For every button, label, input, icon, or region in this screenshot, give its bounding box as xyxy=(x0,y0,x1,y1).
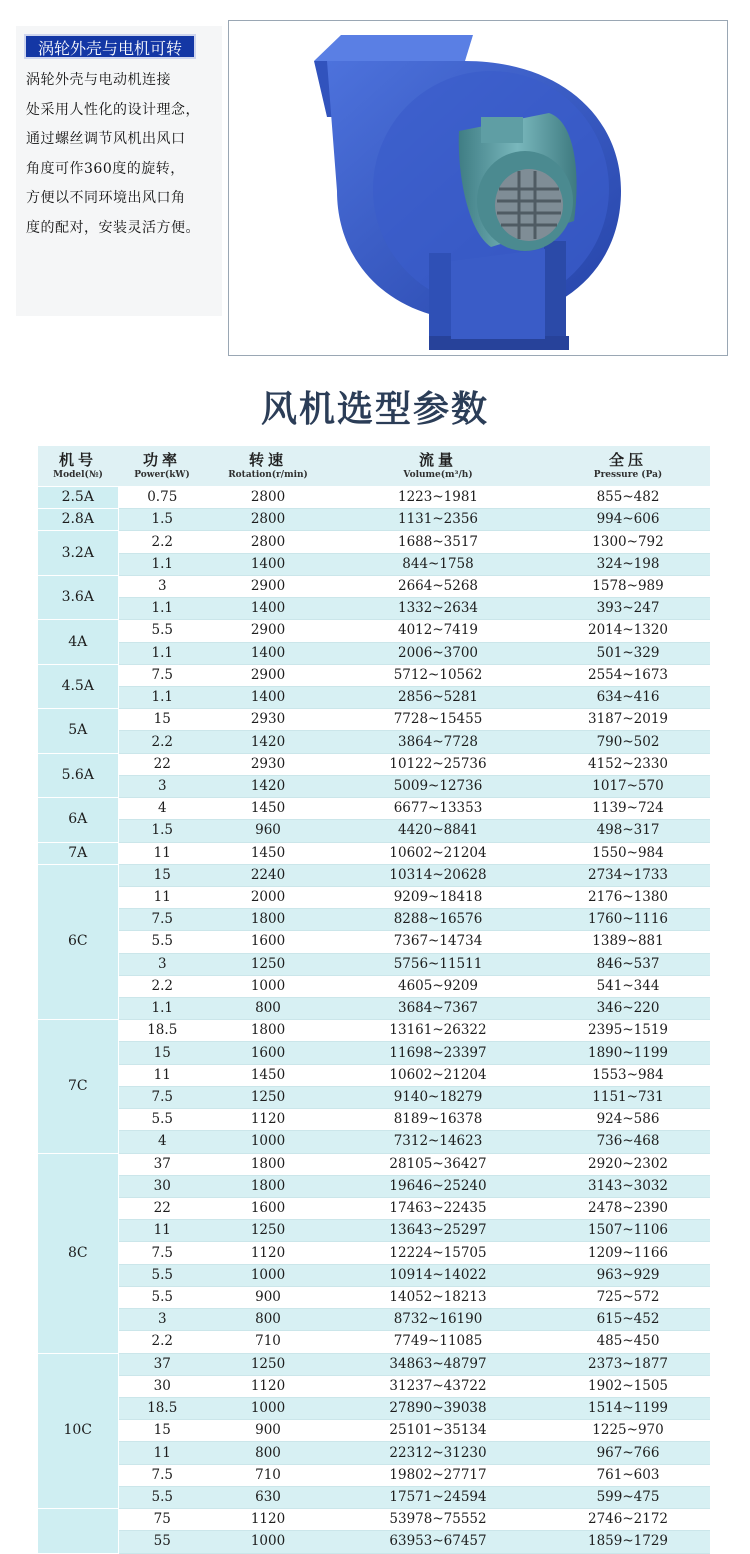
cell-power: 15 xyxy=(118,1042,206,1064)
table-row xyxy=(38,1397,710,1419)
cell-pressure: 2554~1673 xyxy=(546,664,710,686)
cell-model: 4.5A xyxy=(38,664,118,708)
cell-pressure: 725~572 xyxy=(546,1286,710,1308)
cell-pressure: 846~537 xyxy=(546,953,710,975)
cell-rotation: 800 xyxy=(206,1309,330,1331)
cell-volume: 7367~14734 xyxy=(330,931,546,953)
column-header-power xyxy=(118,446,206,487)
cell-volume: 10602~21204 xyxy=(330,1064,546,1086)
feature-description xyxy=(26,66,226,243)
cell-power: 55 xyxy=(118,1531,206,1553)
cell-pressure: 2746~2172 xyxy=(546,1509,710,1531)
cell-model: 4A xyxy=(38,620,118,664)
cell-power: 15 xyxy=(118,709,206,731)
cell-rotation: 2800 xyxy=(206,509,330,531)
table-row xyxy=(38,1464,710,1486)
cell-pressure: 498~317 xyxy=(546,820,710,842)
table-row xyxy=(38,1442,710,1464)
column-header-zh: 功率 xyxy=(142,451,181,469)
cell-volume: 4420~8841 xyxy=(330,820,546,842)
page-title: 风机选型参数 xyxy=(260,389,489,430)
cell-rotation: 2800 xyxy=(206,487,330,509)
table-row xyxy=(38,553,710,575)
cell-volume: 4605~9209 xyxy=(330,975,546,997)
cell-rotation: 900 xyxy=(206,1286,330,1308)
cell-power: 7.5 xyxy=(118,1242,206,1264)
cell-volume: 1688~3517 xyxy=(330,531,546,553)
cell-volume: 27890~39038 xyxy=(330,1397,546,1419)
cell-volume: 28105~36427 xyxy=(330,1153,546,1175)
cell-rotation: 1800 xyxy=(206,1175,330,1197)
table-row xyxy=(38,1086,710,1108)
cell-pressure: 967~766 xyxy=(546,1442,710,1464)
cell-power: 30 xyxy=(118,1175,206,1197)
cell-model: 10C xyxy=(38,1353,118,1509)
cell-pressure: 541~344 xyxy=(546,975,710,997)
cell-power: 2.2 xyxy=(118,1331,206,1353)
cell-volume: 3684~7367 xyxy=(330,998,546,1020)
cell-volume: 10122~25736 xyxy=(330,753,546,775)
table-row xyxy=(38,1375,710,1397)
cell-power: 1.1 xyxy=(118,598,206,620)
table-row xyxy=(38,1531,710,1553)
cell-power: 5.5 xyxy=(118,1109,206,1131)
cell-volume: 6677~13353 xyxy=(330,798,546,820)
table-row xyxy=(38,820,710,842)
cell-volume: 17463~22435 xyxy=(330,1198,546,1220)
feature-description-line: 处采用人性化的设计理念， xyxy=(26,101,200,118)
cell-volume: 63953~67457 xyxy=(330,1531,546,1553)
table-row xyxy=(38,1064,710,1086)
table-row xyxy=(38,1286,710,1308)
cell-pressure: 2176~1380 xyxy=(546,886,710,908)
column-header-en: Volume(m³/h) xyxy=(403,470,473,480)
cell-power: 1.1 xyxy=(118,686,206,708)
table-row xyxy=(38,1198,710,1220)
table-row xyxy=(38,664,710,686)
cell-pressure: 1389~881 xyxy=(546,931,710,953)
cell-volume: 10314~20628 xyxy=(330,864,546,886)
cell-volume: 2006~3700 xyxy=(330,642,546,664)
column-header-en: Power(kW) xyxy=(134,470,190,480)
fan-outlet xyxy=(314,35,473,61)
table-row xyxy=(38,1486,710,1508)
cell-pressure: 855~482 xyxy=(546,487,710,509)
column-header-volume xyxy=(330,446,546,487)
cell-power: 2.2 xyxy=(118,731,206,753)
table-row xyxy=(38,709,710,731)
cell-pressure: 1890~1199 xyxy=(546,1042,710,1064)
fan-stand-panel xyxy=(451,249,545,339)
table-row xyxy=(38,1309,710,1331)
cell-volume: 844~1758 xyxy=(330,553,546,575)
cell-volume: 1131~2356 xyxy=(330,509,546,531)
cell-rotation: 2000 xyxy=(206,886,330,908)
cell-rotation: 1250 xyxy=(206,1086,330,1108)
cell-power: 7.5 xyxy=(118,1086,206,1108)
cell-pressure: 2373~1877 xyxy=(546,1353,710,1375)
cell-rotation: 2900 xyxy=(206,575,330,597)
table-row xyxy=(38,620,710,642)
cell-rotation: 1450 xyxy=(206,842,330,864)
cell-pressure: 1300~792 xyxy=(546,531,710,553)
table-row xyxy=(38,886,710,908)
product-banner xyxy=(0,0,750,380)
cell-rotation: 1400 xyxy=(206,553,330,575)
cell-rotation: 1800 xyxy=(206,1153,330,1175)
table-row xyxy=(38,864,710,886)
cell-rotation: 1000 xyxy=(206,1397,330,1419)
cell-power: 15 xyxy=(118,1420,206,1442)
feature-description-line: 涡轮外壳与电动机连接 xyxy=(26,72,171,88)
cell-power: 18.5 xyxy=(118,1020,206,1042)
cell-volume: 3864~7728 xyxy=(330,731,546,753)
cell-pressure: 485~450 xyxy=(546,1331,710,1353)
cell-power: 1.5 xyxy=(118,509,206,531)
cell-rotation: 710 xyxy=(206,1331,330,1353)
cell-power: 2.2 xyxy=(118,975,206,997)
cell-volume: 2856~5281 xyxy=(330,686,546,708)
column-header-en: Model(№) xyxy=(53,470,103,480)
cell-rotation: 1120 xyxy=(206,1509,330,1531)
cell-power: 4 xyxy=(118,798,206,820)
cell-power: 1.1 xyxy=(118,998,206,1020)
cell-pressure: 761~603 xyxy=(546,1464,710,1486)
cell-model: 3.2A xyxy=(38,531,118,575)
table-row xyxy=(38,531,710,553)
product-photo xyxy=(228,20,728,356)
cell-power: 30 xyxy=(118,1375,206,1397)
table-row xyxy=(38,1264,710,1286)
cell-power: 5.5 xyxy=(118,620,206,642)
cell-volume: 13643~25297 xyxy=(330,1220,546,1242)
cell-rotation: 1120 xyxy=(206,1375,330,1397)
cell-rotation: 1400 xyxy=(206,642,330,664)
column-header-zh: 机号 xyxy=(58,451,97,469)
cell-rotation: 2800 xyxy=(206,531,330,553)
cell-power: 5.5 xyxy=(118,1486,206,1508)
column-header-zh: 流量 xyxy=(418,451,457,469)
cell-volume: 53978~75552 xyxy=(330,1509,546,1531)
table-row xyxy=(38,953,710,975)
cell-rotation: 1450 xyxy=(206,1064,330,1086)
cell-pressure: 1578~989 xyxy=(546,575,710,597)
centrifugal-fan-illustration xyxy=(229,21,727,355)
table-header-row xyxy=(38,446,710,487)
cell-pressure: 1859~1729 xyxy=(546,1531,710,1553)
cell-rotation: 1250 xyxy=(206,1220,330,1242)
table-row xyxy=(38,1153,710,1175)
cell-pressure: 1017~570 xyxy=(546,775,710,797)
column-header-rotation xyxy=(206,446,330,487)
column-header-model xyxy=(38,446,118,487)
cell-model: 5A xyxy=(38,709,118,753)
cell-volume: 1223~1981 xyxy=(330,487,546,509)
column-header-en: Rotation(r/min) xyxy=(228,470,308,480)
cell-volume: 19802~27717 xyxy=(330,1464,546,1486)
cell-pressure: 1760~1116 xyxy=(546,909,710,931)
cell-model xyxy=(38,1509,118,1553)
feature-description-line: 度的配对，安装灵活方便。 xyxy=(26,219,200,236)
cell-pressure: 1550~984 xyxy=(546,842,710,864)
cell-power: 3 xyxy=(118,1309,206,1331)
cell-pressure: 2014~1320 xyxy=(546,620,710,642)
cell-model: 6C xyxy=(38,864,118,1020)
table-row xyxy=(38,1420,710,1442)
cell-pressure: 994~606 xyxy=(546,509,710,531)
cell-model: 3.6A xyxy=(38,575,118,619)
cell-rotation: 1000 xyxy=(206,975,330,997)
cell-pressure: 736~468 xyxy=(546,1131,710,1153)
cell-pressure: 1209~1166 xyxy=(546,1242,710,1264)
cell-pressure: 3143~3032 xyxy=(546,1175,710,1197)
table-row xyxy=(38,798,710,820)
cell-power: 11 xyxy=(118,886,206,908)
cell-volume: 8189~16378 xyxy=(330,1109,546,1131)
cell-rotation: 1450 xyxy=(206,798,330,820)
fan-stand-left xyxy=(429,253,451,349)
cell-volume: 1332~2634 xyxy=(330,598,546,620)
cell-pressure: 1225~970 xyxy=(546,1420,710,1442)
table-row xyxy=(38,1220,710,1242)
cell-rotation: 1800 xyxy=(206,909,330,931)
cell-pressure: 1553~984 xyxy=(546,1064,710,1086)
cell-rotation: 1120 xyxy=(206,1109,330,1131)
cell-rotation: 1250 xyxy=(206,1353,330,1375)
cell-power: 11 xyxy=(118,1442,206,1464)
cell-pressure: 1507~1106 xyxy=(546,1220,710,1242)
table-row xyxy=(38,1020,710,1042)
cell-rotation: 2900 xyxy=(206,620,330,642)
cell-pressure: 393~247 xyxy=(546,598,710,620)
cell-pressure: 1139~724 xyxy=(546,798,710,820)
cell-power: 18.5 xyxy=(118,1397,206,1419)
cell-pressure: 2395~1519 xyxy=(546,1020,710,1042)
table-row xyxy=(38,509,710,531)
cell-pressure: 1902~1505 xyxy=(546,1375,710,1397)
cell-model: 5.6A xyxy=(38,753,118,797)
cell-pressure: 2734~1733 xyxy=(546,864,710,886)
cell-rotation: 1400 xyxy=(206,598,330,620)
cell-volume: 13161~26322 xyxy=(330,1020,546,1042)
cell-pressure: 1514~1199 xyxy=(546,1397,710,1419)
cell-pressure: 3187~2019 xyxy=(546,709,710,731)
cell-rotation: 1000 xyxy=(206,1264,330,1286)
table-row xyxy=(38,642,710,664)
cell-volume: 11698~23397 xyxy=(330,1042,546,1064)
cell-rotation: 900 xyxy=(206,1420,330,1442)
cell-pressure: 924~586 xyxy=(546,1109,710,1131)
table-row xyxy=(38,1353,710,1375)
motor-terminal-box xyxy=(481,117,523,143)
table-row xyxy=(38,1131,710,1153)
cell-power: 7.5 xyxy=(118,664,206,686)
cell-volume: 22312~31230 xyxy=(330,1442,546,1464)
table-row xyxy=(38,731,710,753)
table-row xyxy=(38,1509,710,1531)
cell-pressure: 615~452 xyxy=(546,1309,710,1331)
cell-volume: 34863~48797 xyxy=(330,1353,546,1375)
table-row xyxy=(38,487,710,509)
cell-power: 11 xyxy=(118,842,206,864)
table-row xyxy=(38,998,710,1020)
cell-power: 37 xyxy=(118,1353,206,1375)
cell-model: 2.8A xyxy=(38,509,118,531)
table-row xyxy=(38,575,710,597)
cell-volume: 5756~11511 xyxy=(330,953,546,975)
cell-volume: 5712~10562 xyxy=(330,664,546,686)
cell-power: 7.5 xyxy=(118,909,206,931)
motor-fan-grille xyxy=(495,169,563,241)
cell-volume: 8732~16190 xyxy=(330,1309,546,1331)
cell-rotation: 1000 xyxy=(206,1531,330,1553)
table-row xyxy=(38,1242,710,1264)
cell-rotation: 1420 xyxy=(206,731,330,753)
cell-volume: 14052~18213 xyxy=(330,1286,546,1308)
cell-model: 7C xyxy=(38,1020,118,1153)
table-row xyxy=(38,975,710,997)
cell-pressure: 501~329 xyxy=(546,642,710,664)
cell-power: 15 xyxy=(118,864,206,886)
cell-volume: 31237~43722 xyxy=(330,1375,546,1397)
cell-power: 2.2 xyxy=(118,531,206,553)
cell-volume: 7749~11085 xyxy=(330,1331,546,1353)
cell-volume: 7728~15455 xyxy=(330,709,546,731)
cell-model: 7A xyxy=(38,842,118,864)
cell-pressure: 963~929 xyxy=(546,1264,710,1286)
column-header-zh: 全压 xyxy=(608,451,647,469)
cell-power: 37 xyxy=(118,1153,206,1175)
cell-volume: 4012~7419 xyxy=(330,620,546,642)
feature-badge: 涡轮外壳与电机可转 xyxy=(24,34,196,59)
cell-rotation: 1400 xyxy=(206,686,330,708)
cell-volume: 10602~21204 xyxy=(330,842,546,864)
cell-pressure: 790~502 xyxy=(546,731,710,753)
table-body xyxy=(38,487,710,1554)
cell-pressure: 2920~2302 xyxy=(546,1153,710,1175)
cell-pressure: 4152~2330 xyxy=(546,753,710,775)
cell-rotation: 710 xyxy=(206,1464,330,1486)
cell-pressure: 1151~731 xyxy=(546,1086,710,1108)
cell-volume: 7312~14623 xyxy=(330,1131,546,1153)
cell-power: 7.5 xyxy=(118,1464,206,1486)
cell-rotation: 2930 xyxy=(206,753,330,775)
cell-pressure: 599~475 xyxy=(546,1486,710,1508)
cell-rotation: 2240 xyxy=(206,864,330,886)
table-row xyxy=(38,753,710,775)
cell-model: 6A xyxy=(38,798,118,842)
cell-power: 3 xyxy=(118,953,206,975)
cell-pressure: 324~198 xyxy=(546,553,710,575)
table-row xyxy=(38,1109,710,1131)
cell-power: 4 xyxy=(118,1131,206,1153)
cell-rotation: 800 xyxy=(206,998,330,1020)
fan-parameter-table xyxy=(38,446,712,1550)
cell-power: 1.5 xyxy=(118,820,206,842)
cell-rotation: 1600 xyxy=(206,931,330,953)
column-header-en: Pressure (Pa) xyxy=(593,470,663,480)
cell-power: 11 xyxy=(118,1064,206,1086)
cell-volume: 9209~18418 xyxy=(330,886,546,908)
table-row xyxy=(38,775,710,797)
cell-pressure: 346~220 xyxy=(546,998,710,1020)
feature-description-line: 方便以不同环境出风口角 xyxy=(26,190,186,206)
cell-power: 11 xyxy=(118,1220,206,1242)
cell-rotation: 1600 xyxy=(206,1042,330,1064)
cell-power: 75 xyxy=(118,1509,206,1531)
table-row xyxy=(38,1042,710,1064)
cell-rotation: 1250 xyxy=(206,953,330,975)
cell-rotation: 1800 xyxy=(206,1020,330,1042)
table-row xyxy=(38,1331,710,1353)
cell-pressure: 2478~2390 xyxy=(546,1198,710,1220)
cell-rotation: 630 xyxy=(206,1486,330,1508)
cell-power: 5.5 xyxy=(118,931,206,953)
table-row xyxy=(38,686,710,708)
cell-volume: 19646~25240 xyxy=(330,1175,546,1197)
column-header-pressure xyxy=(546,446,710,487)
table-row xyxy=(38,909,710,931)
cell-power: 0.75 xyxy=(118,487,206,509)
cell-model: 2.5A xyxy=(38,487,118,509)
table-row xyxy=(38,1175,710,1197)
table-row xyxy=(38,931,710,953)
cell-rotation: 1600 xyxy=(206,1198,330,1220)
cell-rotation: 1000 xyxy=(206,1131,330,1153)
cell-rotation: 800 xyxy=(206,1442,330,1464)
feature-description-line: 通过螺丝调节风机出风口 xyxy=(26,131,186,147)
cell-rotation: 2930 xyxy=(206,709,330,731)
cell-power: 1.1 xyxy=(118,642,206,664)
cell-power: 3 xyxy=(118,775,206,797)
cell-rotation: 2900 xyxy=(206,664,330,686)
feature-description-line: 角度可作360度的旋转， xyxy=(26,160,185,177)
cell-power: 1.1 xyxy=(118,553,206,575)
fan-stand-right xyxy=(544,241,566,349)
cell-power: 3 xyxy=(118,575,206,597)
cell-power: 5.5 xyxy=(118,1264,206,1286)
cell-rotation: 1420 xyxy=(206,775,330,797)
cell-volume: 2664~5268 xyxy=(330,575,546,597)
cell-power: 5.5 xyxy=(118,1286,206,1308)
cell-rotation: 1120 xyxy=(206,1242,330,1264)
cell-volume: 10914~14022 xyxy=(330,1264,546,1286)
cell-rotation: 960 xyxy=(206,820,330,842)
cell-volume: 12224~15705 xyxy=(330,1242,546,1264)
cell-pressure: 634~416 xyxy=(546,686,710,708)
cell-model: 8C xyxy=(38,1153,118,1353)
cell-volume: 25101~35134 xyxy=(330,1420,546,1442)
cell-volume: 8288~16576 xyxy=(330,909,546,931)
table-row xyxy=(38,842,710,864)
cell-power: 22 xyxy=(118,1198,206,1220)
column-header-zh: 转速 xyxy=(248,451,287,469)
table-row xyxy=(38,598,710,620)
cell-power: 22 xyxy=(118,753,206,775)
cell-volume: 5009~12736 xyxy=(330,775,546,797)
cell-volume: 17571~24594 xyxy=(330,1486,546,1508)
cell-volume: 9140~18279 xyxy=(330,1086,546,1108)
